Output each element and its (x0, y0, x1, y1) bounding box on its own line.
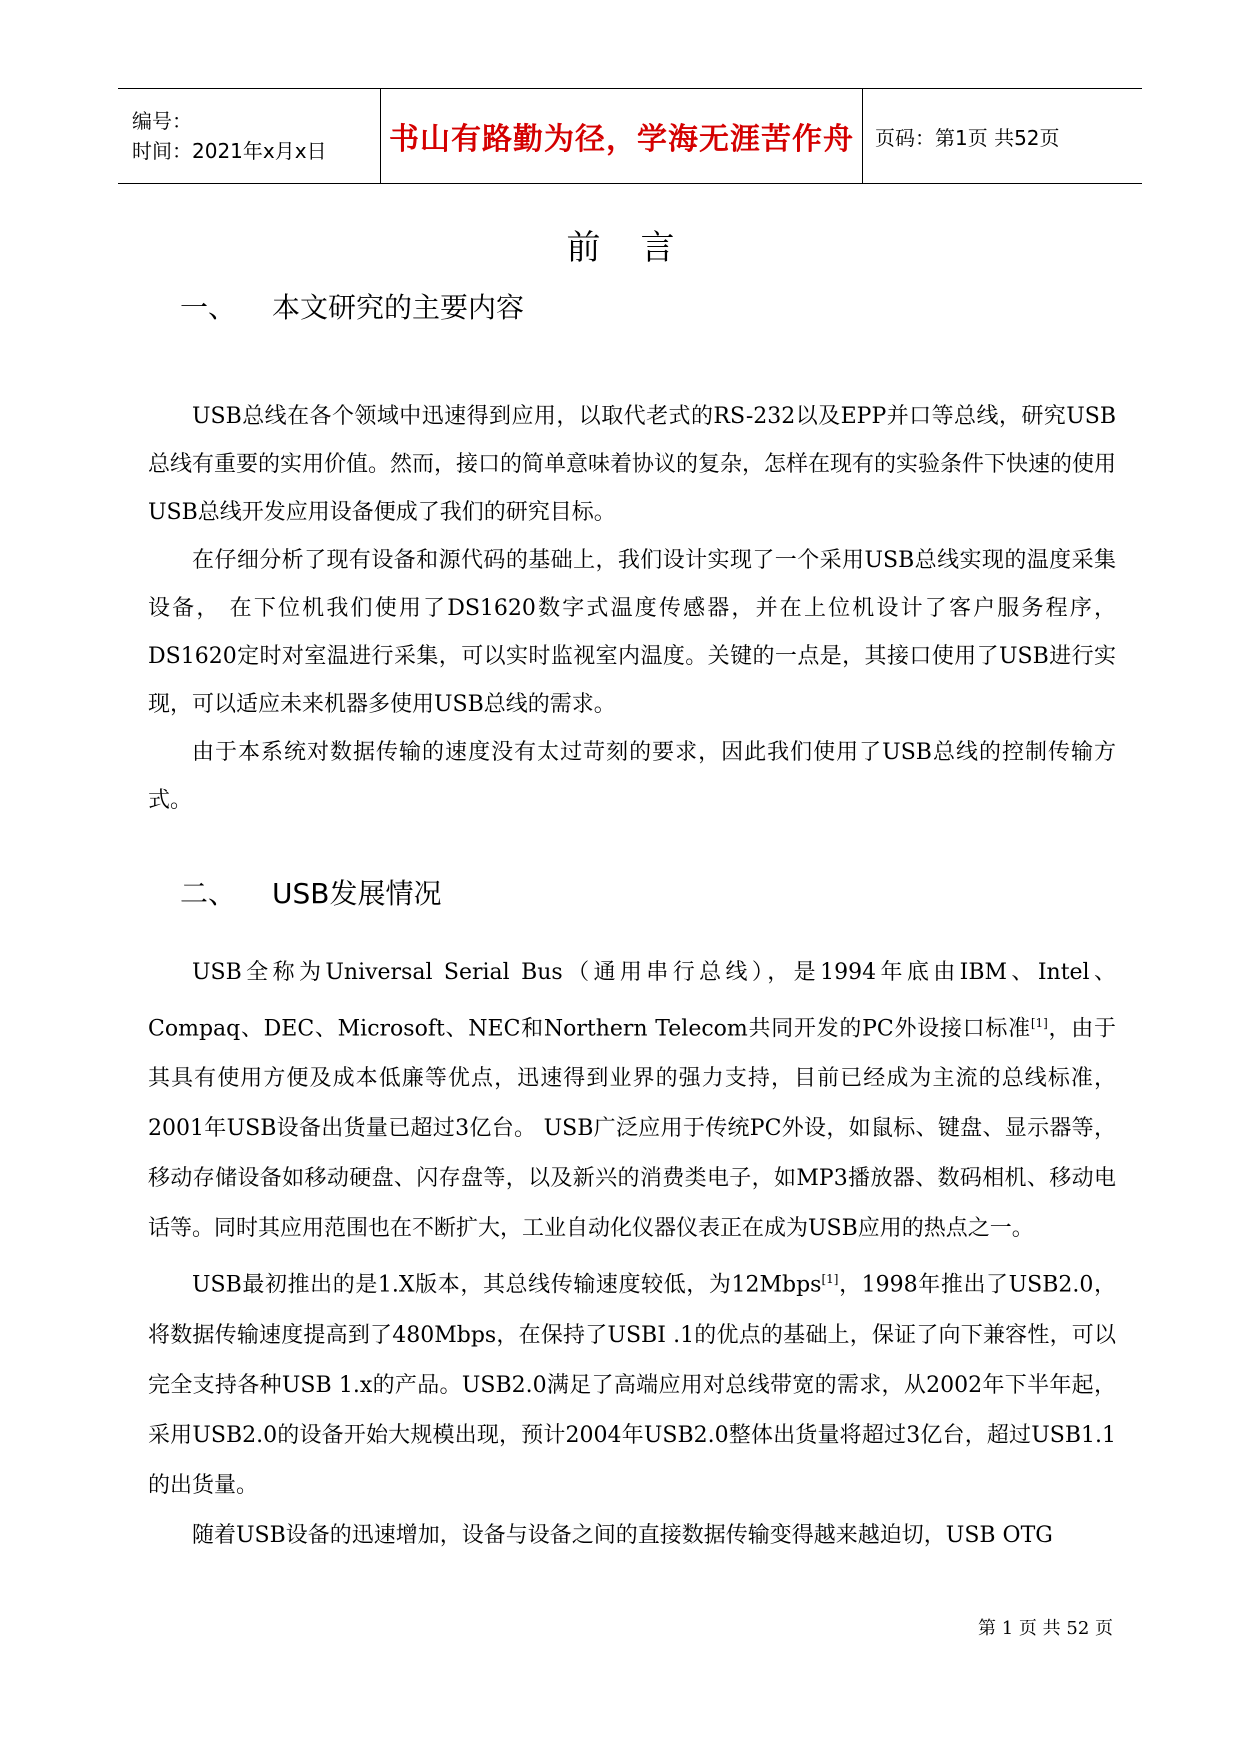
section-number: 一、 (180, 291, 237, 324)
section-heading-2 (180, 872, 441, 912)
section-1-body (148, 393, 1116, 825)
section-2-body (148, 948, 1116, 1561)
time-label: 时间：2021年x月x日 (132, 139, 327, 163)
paragraph-text: ，1998年推出了USB2.0，将数据传输速度提高到了480Mbps，在保持了USBI .1的优点的基础上，保证了向下兼容性，可以完全支持各种USB 1.x的产品。USB2.0满足了高端应用对总线带宽的需求，从2002年下半年起，采用USB2.0的设备开始大规模出现，预计2004年USB2.0整体出货量将超过3亿台，超过USB1.1的出货量。 (148, 1272, 1116, 1498)
paragraph (148, 948, 1116, 1254)
section-heading-1 (180, 286, 524, 326)
paragraph: 随着USB设备的迅速增加，设备与设备之间的直接数据传输变得越来越迫切，USB OTG (192, 1522, 1053, 1548)
section-title: USB发展情况 (272, 877, 442, 910)
paragraph: 由于本系统对数据传输的速度没有太过苛刻的要求，因此我们使用了USB总线的控制传输方式。 (148, 740, 1116, 813)
paragraph (148, 1254, 1116, 1510)
section-number: 二、 (180, 877, 237, 910)
header-motto-cell (380, 89, 863, 183)
page-label: 页码：第1页 共52页 (875, 125, 1060, 150)
motto: 书山有路勤为径，学海无涯苦作舟 (389, 122, 854, 157)
section-title: 本文研究的主要内容 (272, 291, 525, 324)
paragraph-text: ，由于其具有使用方便及成本低廉等优点，迅速得到业界的强力支持，目前已经成为主流的总线标准，2001年USB设备出货量已超过3亿台。 USB广泛应用于传统PC外设，如鼠标、键盘、显示器等，移动存储设备如移动硬盘、闪存盘等，以及新兴的消费类电子，如MP3播放器、数码相机、移动电话等。同时其应用范围也在不断扩大，工业自动化仪器仪表正在成为USB应用的热点之一。 (148, 1016, 1116, 1242)
paragraph: USB总线在各个领域中迅速得到应用，以取代老式的RS-232以及EPP并口等总线，研究USB总线有重要的实用价值。然而，接口的简单意味着协议的复杂，怎样在现有的实验条件下快速的使用USB总线开发应用设备便成了我们的研究目标。 (148, 404, 1117, 525)
paragraph-text: USB全称为Universal Serial Bus（通用串行总线），是1994年底由IBM、Intel、Compaq、DEC、Microsoft、NEC和Northern Telecom共同开发的PC外设接口标准 (148, 960, 1116, 1042)
document-header (118, 88, 1142, 184)
number-label: 编号： (132, 109, 192, 133)
citation-mark: [1] (1030, 1016, 1048, 1030)
paragraph: 在仔细分析了现有设备和源代码的基础上，我们设计实现了一个采用USB总线实现的温度采集设备， 在下位机我们使用了DS1620数字式温度传感器，并在上位机设计了客户服务程序，DS1620定时对室温进行采集，可以实时监视室内温度。关键的一点是，其接口使用了USB进行实现，可以适应未来机器多使用USB总线的需求。 (148, 548, 1116, 717)
citation-mark: [1] (821, 1272, 839, 1287)
header-meta (118, 89, 380, 183)
header-page-cell (863, 89, 1142, 183)
paragraph-text: USB最初推出的是1.X版本，其总线传输速度较低，为12Mbps (192, 1272, 822, 1298)
page-footer: 第 1 页 共 52 页 (978, 1618, 1113, 1639)
page-title: 前言 (566, 228, 715, 268)
